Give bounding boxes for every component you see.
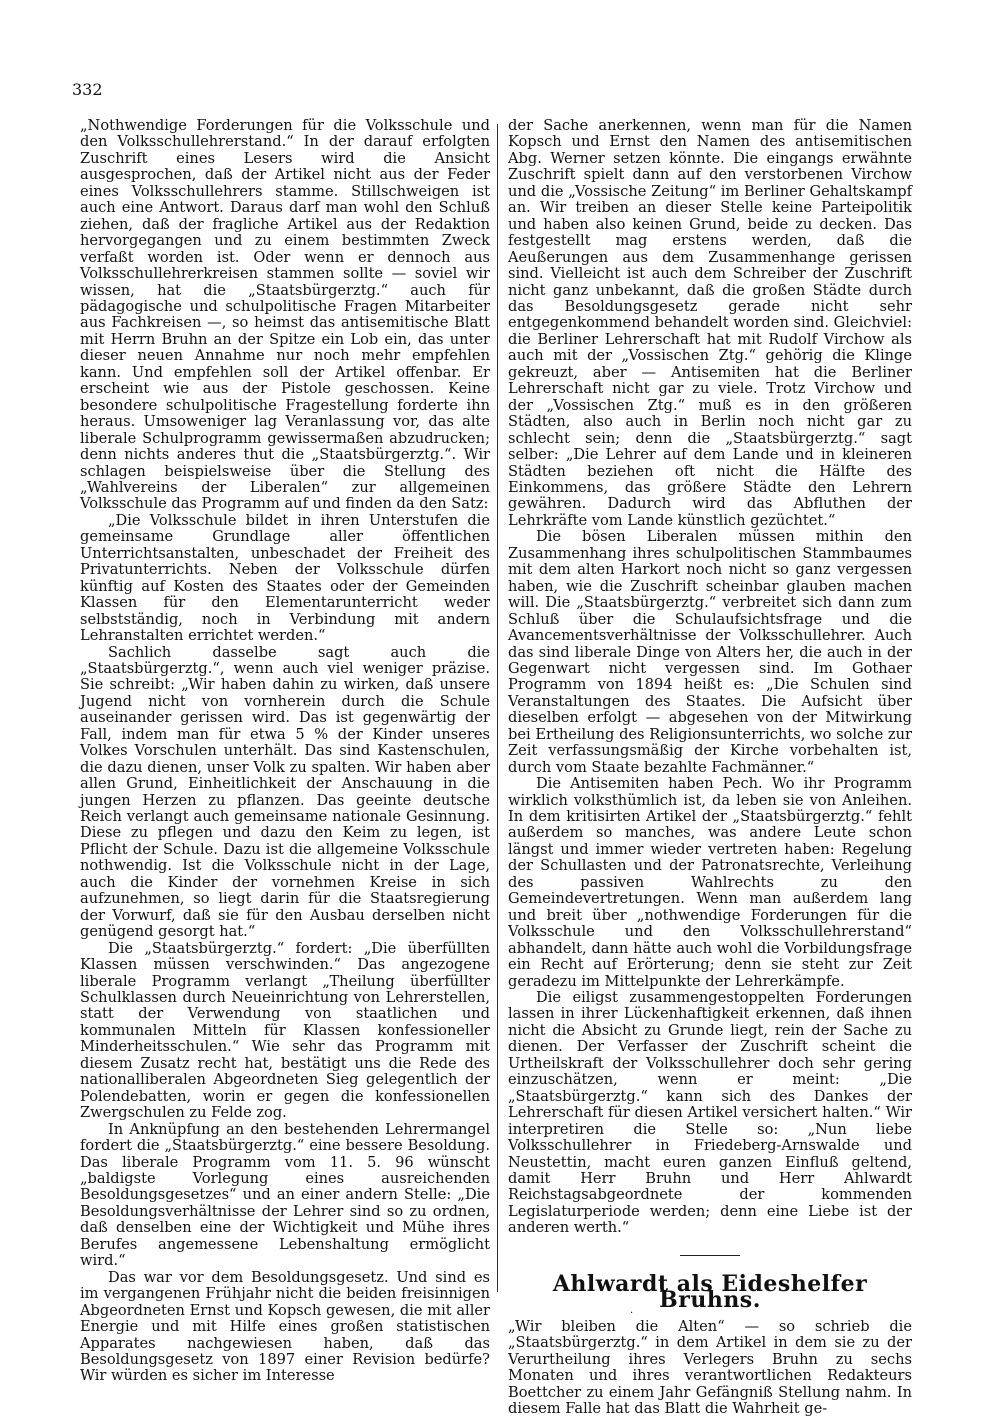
section-separator — [680, 1255, 740, 1256]
paragraph: Die „Staatsbürgerztg.“ fordert: „Die überfüllten Klassen müssen verschwinden.“ Das angezogene liberale Programm verlangt „Theilung überfüllter Schulklassen durch Neueinrichtung von Lehrerstellen, statt der Verwendung von staatlichen und kommunalen Mitteln für Klassen konfessioneller Minderheitsschulen.“ Wie sehr das Programm mit diesem Zusatz recht hat, bestätigt uns die Rede des nationalliberalen Abgeordneten Sieg gelegentlich der Polendebatten, worin er gegen die konfessionellen Zwergschulen zu Felde zog. — [80, 939, 490, 1122]
paragraph: Sachlich dasselbe sagt auch die „Staatsbürgerztg.“, wenn auch viel weniger präzise. Sie schreibt: „Wir haben dahin zu wirken, daß unsere Jugend nicht von vornherein durch die Schule auseinander gerissen wird. Das ist gegenwärtig der Fall, indem man für etwa 5 % der Kinder unseres Volkes Vorschulen unterhält. Das sind Kastenschulen, die dazu dienen, unser Volk zu spalten. Wir haben aber allen Grund, Einheitlichkeit der Anschauung in die jungen Herzen zu pflanzen. Das geeinte deutsche Reich verlangt auch gemeinsame nationale Gesinnung. Diese zu pflegen und dazu den Keim zu legen, ist Pflicht der Schule. Dazu ist die allgemeine Volksschule nothwendig. Ist die Volksschule nicht in der Lage, auch die Kinder der vornehmen Kreise in sich aufzunehmen, so liegt darin für die Staatsregierung der Vorwurf, daß sie für den Ausbau derselben nicht genügend gesorgt hat.“ — [80, 643, 490, 941]
paragraph: Die eiligst zusammengestoppelten Forderungen lassen in ihrer Lückenhaftigkeit erkennen, daß ihnen nicht die Absicht zu Grunde liegt, rein der Sache zu dienen. Der Verfasser der Zuschrift scheint die Urtheilskraft der Volksschullehrer doch sehr gering einzuschätzen, wenn er meint: „Die „Staatsbürgerztg.“ kann sich des Dankes der Lehrerschaft für diesen Artikel versichert halten.“ Wir interpretiren die Stelle so: „Nun liebe Volksschullehrer in Friedeberg-Arnswalde und Neustettin, macht euren ganzen Einfluß geltend, damit Herr Bruhn und Herr Ahlwardt Reichstagsabgeordnete der kommenden Legislaturperiode werden; denn eine Liebe ist der anderen werth.“ — [508, 989, 912, 1237]
paragraph: In Anknüpfung an den bestehenden Lehrermangel fordert die „Staatsbürgerztg.“ eine bessere Besoldung. Das liberale Programm vom 11. 5. 96 wünscht „baldigste Vorlegung eines ausreichenden Besoldungsgesetzes“ und an einer andern Stelle: „Die Besoldungsverhältnisse der Lehrer sind so zu ordnen, daß denselben eine der Wichtigkeit und Mühe ihres Berufes angemessene Lebenshaltung ermöglicht wird.“ — [80, 1120, 490, 1270]
page-number: 332 — [72, 80, 103, 99]
section-heading: Ahlwardt als Eideshelfer Bruhns. — [552, 1270, 868, 1314]
right-column — [508, 118, 912, 1417]
paragraph: „Die Volksschule bildet in ihren Unterstufen die gemeinsame Grundlage aller öffentlichen Unterrichtsanstalten, unbeschadet der Freiheit des Privatunterrichts. Neben der Volksschule dürfen künftig auf Kosten des Staates oder der Gemeinden Klassen für den Elementarunterricht weder selbstständig, noch in Verbindung mit andern Lehranstalten errichtet werden.“ — [80, 511, 490, 645]
paragraph: Das war vor dem Besoldungsgesetz. Und sind es im vergangenen Frühjahr nicht die beiden freisinnigen Abgeordneten Ernst und Kopsch gewesen, die mit aller Energie und mit Hilfe eines großen statistischen Apparates nachgewiesen haben, daß das Besoldungsgesetz von 1897 einer Revision bedürfe? Wir würden es sicher im Interesse — [80, 1268, 490, 1385]
paragraph: Die Antisemiten haben Pech. Wo ihr Programm wirklich volksthümlich ist, da leben sie von Anleihen. In dem kritisirten Artikel der „Staatsbürgerztg.“ fehlt außerdem so manches, was andere Leute schon längst und immer wieder vertreten haben: Regelung der Schullasten und der Patronatsrechte, Verleihung des passiven Wahlrechts zu den Gemeindevertretungen. Wenn man außerdem lang und breit über „nothwendige Forderungen für die Volksschule und den Volksschullehrerstand“ abhandelt, dann hätte auch wohl die Vorbildungsfrage ein Recht auf Erörterung; denn sie steht zur Zeit geradezu im Mittelpunkte der Lehrerkämpfe. — [508, 775, 912, 990]
paragraph: „Wir bleiben die Alten“ — so schrieb die „Staatsbürgerztg.“ in dem Artikel in dem sie zu der Verurtheilung ihres Verlegers Bruhn zu sechs Monaten und ihres verantwortlichen Redakteurs Boettcher zu einem Jahr Gefängniß Stellung nahm. In diesem Falle hat das Blatt die Wahrheit ge- — [508, 1317, 912, 1417]
paragraph: Die bösen Liberalen müssen mithin den Zusammenhang ihres schulpolitischen Stammbaumes mit dem alten Harkort noch nicht so ganz vergessen haben, wie die Zuschrift scheinbar glauben machen will. Die „Staatsbürgerztg.“ verbreitet sich dann zum Schluß über die Schulaufsichtsfrage und die Avancementsverhältnisse der Volksschullehrer. Auch das sind liberale Dinge von Alters her, die auch in der Gegenwart nicht vergessen sind. Im Gothaer Programm von 1894 heißt es: „Die Schulen sind Veranstaltungen des Staates. Die Aufsicht über dieselben erfolgt — abgesehen von der Mitwirkung bei Ertheilung des Religionsunterrichts, wo solche zur Zeit verfassungsmäßig der Kirche vorbehalten ist, durch vom Staate bezahlte Fachmänner.“ — [508, 528, 912, 776]
paragraph: „Nothwendige Forderungen für die Volksschule und den Volksschullehrerstand.“ In der darauf erfolgten Zuschrift eines Lesers wird die Ansicht ausgesprochen, daß der Artikel nicht aus der Feder eines Volksschullehrers stamme. Stillschweigen ist auch eine Antwort. Daraus darf man wohl den Schluß ziehen, daß der fragliche Artikel aus der Redaktion hervorgegangen und zu einem bestimmten Zweck verfaßt worden ist. Oder wenn er dennoch aus Volksschullehrerkreisen stammen sollte — soviel wir wissen, hat die „Staatsbürgerztg.“ auch für pädagogische und schulpolitische Fragen Mitarbeiter aus Fachkreisen —, so heimst das antisemitische Blatt mit Herrn Bruhn an der Spitze ein Lob ein, das unter dieser neuen Annahme nur noch mehr empfehlen kann. Und empfehlen soll der Artikel offenbar. Er erscheint wie aus der Pistole geschossen. Keine besondere schulpolitische Fragestellung forderte ihn heraus. Umsoweniger lag Veranlassung vor, das alte liberale Schulprogramm gewissermaßen abzudrucken; denn nichts anderes thut die „Staatsbürgerztg.“. Wir schlagen beispielsweise über die Stellung des „Wahlvereins der Liberalen“ zur allgemeinen Volksschule das Programm auf und finden da den Satz: — [80, 117, 490, 513]
paragraph: der Sache anerkennen, wenn man für die Namen Kopsch und Ernst den Namen des antisemitischen Abg. Werner setzen könnte. Die eingangs erwähnte Zuschrift spielt dann auf den verstorbenen Virchow und die „Vossische Zeitung“ im Berliner Gehaltskampf an. Wir treiben an dieser Stelle keine Parteipolitik und haben also keinen Grund, beide zu decken. Das festgestellt mag erstens werden, daß die Aeußerungen aus dem Zusammenhange gerissen sind. Vielleicht ist auch dem Schreiber der Zuschrift nicht ganz unbekannt, daß die großen Städte durch das Besoldungsgesetz gerade nicht sehr entgegenkommend behandelt worden sind. Gleichviel: die Berliner Lehrerschaft hat mit Rudolf Virchow als auch mit der „Vossischen Ztg.“ gehörig die Klinge gekreuzt, aber — Antisemiten hat die Berliner Lehrerschaft nicht gar zu viele. Trotz Virchow und der „Vossischen Ztg.“ muß es in den größeren Städten, also auch in Berlin noch nicht gar zu schlecht sein; denn die „Staatsbürgerztg.“ sagt selber: „Die Lehrer auf dem Lande und in kleineren Städten beziehen oft nicht die Hälfte des Einkommens, das größere Städte den Lehrern gewähren. Dadurch wird das Abfluthen der Lehrkräfte vom Lande künstlich gezüchtet.“ — [508, 117, 912, 529]
column-divider — [497, 124, 498, 1292]
left-column — [80, 118, 490, 1385]
page-mark: · — [630, 1308, 634, 1319]
